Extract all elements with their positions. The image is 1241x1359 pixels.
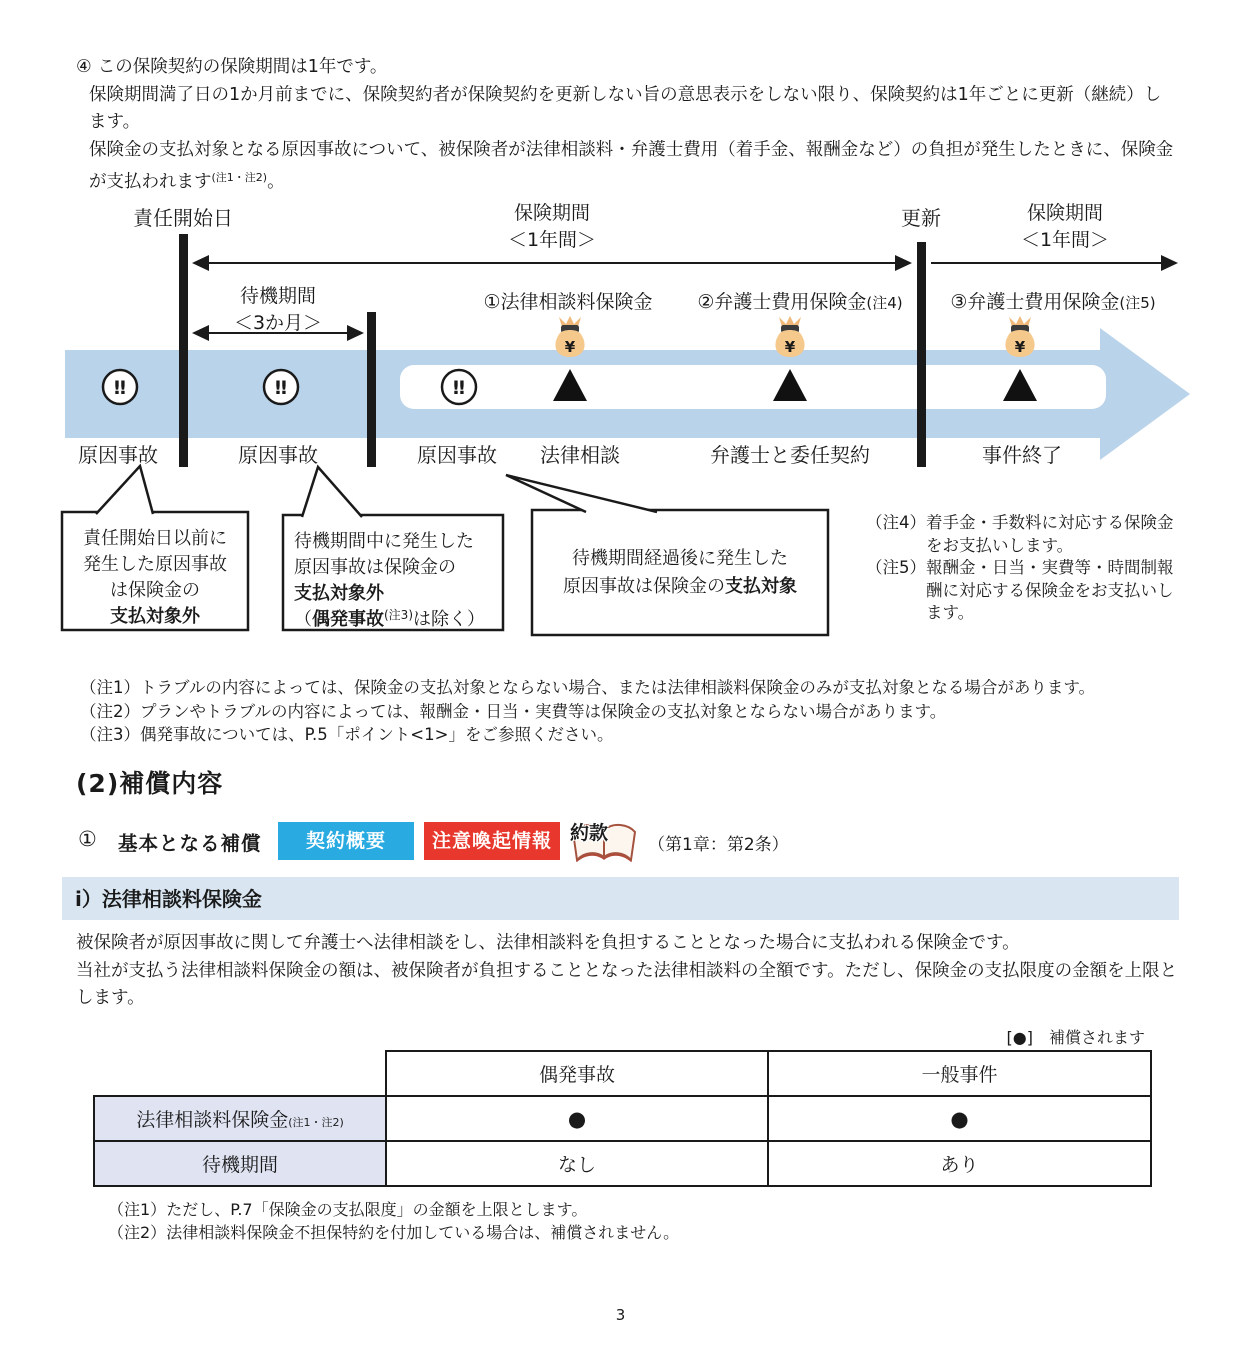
table-footnote-2 <box>108 1221 1108 1244</box>
row-label-note-ref: (注1・注2) <box>288 1116 344 1129</box>
footnote-3-label: （注3） <box>80 725 140 744</box>
callout3-line2-bold: 支払対象 <box>725 576 797 597</box>
callout2-line1: 待機期間中に発生した <box>294 531 474 552</box>
footnote-3 <box>80 723 1200 747</box>
chapter-reference: （第1章：第2条） <box>648 835 789 855</box>
callout-tail-1 <box>96 466 153 514</box>
callout3-line1: 待機期間経過後に発生した <box>572 548 788 569</box>
waiting-end-bar <box>367 312 376 467</box>
diagram-side-notes <box>866 512 1188 625</box>
coverage-item-title: 基本となる補償 <box>118 832 262 855</box>
callout2-line4-close: は除く） <box>413 609 485 630</box>
callout2-note-ref: (注3) <box>384 608 413 622</box>
benefit2-text: ②弁護士費用保険金 <box>697 291 867 313</box>
row-label-waiting-period <box>94 1141 386 1186</box>
renewal-label: 更新 <box>901 206 941 230</box>
start-date-label: 責任開始日 <box>133 206 233 230</box>
callout2-line4-bold: 偶発事故 <box>312 609 384 630</box>
side-note-5-text: 報酬金・日当・実費等・時間制報酬に対応する保険金をお支払いします。 <box>926 558 1174 622</box>
double-exclamation-glyph: ‼ <box>275 377 287 399</box>
side-note-4 <box>866 512 1188 557</box>
cause2-label: 原因事故 <box>238 443 318 467</box>
contract-overview-button[interactable]: 契約概要 <box>278 822 414 860</box>
timeline-covered-track <box>400 365 1106 409</box>
incident-warning-icon-3 <box>442 370 476 404</box>
table-footnotes <box>108 1198 1108 1244</box>
intro-para1: 保険期間満了日の1か月前までに、保険契約者が保険契約を更新しない旨の意思表示をしない限り、保険契約は1年ごとに更新（継続）します。 <box>89 84 1162 132</box>
incident-warning-icon-1 <box>103 370 137 404</box>
cause1-label: 原因事故 <box>78 443 158 467</box>
period1-label: 保険期間 <box>513 202 591 224</box>
benefit3-label <box>950 291 1155 313</box>
callout-tail-2 <box>302 467 362 517</box>
table-legend: [●] 補償されます <box>1006 1028 1145 1047</box>
callout1-line4: 支払対象外 <box>110 606 200 627</box>
money-bag-icon-1 <box>555 316 584 357</box>
consult-label: 法律相談 <box>540 443 620 467</box>
coverage-item-row <box>76 820 1196 864</box>
diagram-footnotes <box>80 676 1200 747</box>
footnote-2-label: （注2） <box>80 701 140 721</box>
intro-line1 <box>76 54 1176 82</box>
benefit2-label <box>697 291 902 313</box>
table-footnote-1-text: ただし、P.7「保険金の支払限度」の金額を上限とします。 <box>166 1200 588 1219</box>
period2-value: ＜1年間＞ <box>1020 229 1110 251</box>
callout3-line2-text: 原因事故は保険金の <box>563 576 725 597</box>
waiting-label: 待機期間 <box>239 285 317 307</box>
benefit-description <box>76 930 1188 1013</box>
start-date-bar <box>179 234 188 467</box>
covered-dot: ● <box>950 1106 969 1131</box>
item-number-1: ① <box>78 827 97 851</box>
double-exclamation-glyph: ‼ <box>453 377 465 399</box>
waiting-value: ＜3か月＞ <box>233 312 323 334</box>
cell-accidental-waiting: なし <box>386 1141 768 1186</box>
intro-line1-text: この保険契約の保険期間は1年です。 <box>97 57 388 77</box>
policy-terms-label: 約款 <box>570 822 609 844</box>
benefit-description-line2: 当社が支払う法律相談料保険金の額は、被保険者が負担することとなった法律相談料の全額です。ただし、保険金の支払限度の金額を上限とします。 <box>76 960 1178 1008</box>
coverage-table <box>93 1050 1152 1187</box>
benefit1-label: ①法律相談料保険金 <box>483 291 653 313</box>
table-row <box>94 1096 1151 1141</box>
callout-tail-3 <box>506 475 657 512</box>
cell-accidental-covered <box>386 1096 768 1141</box>
callout1-line3: は保険金の <box>110 580 200 601</box>
table-header-row <box>94 1051 1151 1096</box>
section-heading-coverage: (2)補償内容 <box>76 769 224 798</box>
benefit3-note-ref: (注5) <box>1119 294 1156 312</box>
intro-para2 <box>76 137 1176 197</box>
money-bag-icon-2 <box>775 316 804 357</box>
yen-symbol: ¥ <box>784 338 796 356</box>
table-header-blank <box>94 1051 386 1096</box>
side-note-4-label: （注4） <box>866 513 926 532</box>
incident-warning-icon-2 <box>264 370 298 404</box>
callout3-line2 <box>563 575 797 597</box>
yen-symbol: ¥ <box>564 338 576 356</box>
table-footnote-1 <box>108 1198 1108 1221</box>
footnote-1-text: トラブルの内容によっては、保険金の支払対象とならない場合、または法律相談料保険金のみが支払対象となる場合があります。 <box>140 678 1096 697</box>
policy-terms-button[interactable] <box>564 816 644 868</box>
table-footnote-2-label: （注2） <box>108 1223 167 1242</box>
item-number-4: ④ <box>76 57 92 77</box>
side-note-5 <box>866 557 1188 625</box>
intro-para2-end: 。 <box>267 172 285 192</box>
period2-label: 保険期間 <box>1026 202 1104 224</box>
double-exclamation-glyph: ‼ <box>114 377 126 399</box>
callout2-line4-open: （ <box>294 609 312 630</box>
cell-general-covered <box>768 1096 1151 1141</box>
intro-block <box>76 54 1176 197</box>
footnote-1 <box>80 676 1200 700</box>
table-header-accidental: 偶発事故 <box>386 1051 768 1096</box>
table-footnote-1-label: （注1） <box>108 1200 167 1219</box>
row-label-text: 待機期間 <box>201 1154 278 1176</box>
renewal-bar <box>917 242 926 467</box>
row-label-text: 法律相談料保険金 <box>136 1109 289 1131</box>
subsection-banner <box>62 877 1179 920</box>
callout-box-3 <box>532 510 828 635</box>
subsection-title: ⅰ）法律相談料保険金 <box>75 887 262 911</box>
footnote-1-label: （注1） <box>80 678 140 697</box>
period1-value: ＜1年間＞ <box>507 229 597 251</box>
cause3-label: 原因事故 <box>417 443 497 467</box>
side-note-4-text: 着手金・手数料に対応する保険金をお支払いします。 <box>926 513 1174 555</box>
yen-symbol: ¥ <box>1014 338 1026 356</box>
row-label-legal-consult-benefit <box>94 1096 386 1141</box>
intro-para2-note-ref: (注1・注2) <box>211 171 268 184</box>
alert-information-button[interactable]: 注意喚起情報 <box>424 822 560 860</box>
callout2-line3: 支払対象外 <box>294 583 384 604</box>
cell-general-waiting: あり <box>768 1141 1151 1186</box>
table-header-general: 一般事件 <box>768 1051 1151 1096</box>
benefit-description-line1: 被保険者が原因事故に関して弁護士へ法律相談をし、法律相談料を負担することとなった場合に支払われる保険金です。 <box>76 933 1020 953</box>
page-number: 3 <box>615 1306 626 1324</box>
table-footnote-2-text: 法律相談料保険金不担保特約を付加している場合は、補償されません。 <box>166 1223 680 1242</box>
callout1-line2: 発生した原因事故 <box>83 554 227 575</box>
footnote-3-text: 偶発事故については、P.5「ポイント<1>」をご参照ください。 <box>140 725 614 744</box>
benefit2-note-ref: (注4) <box>866 294 903 312</box>
footnote-2 <box>80 700 1200 724</box>
covered-dot: ● <box>567 1106 587 1131</box>
side-note-5-label: （注5） <box>866 558 926 577</box>
benefit3-text: ③弁護士費用保険金 <box>950 291 1120 313</box>
table-row <box>94 1141 1151 1186</box>
retain-label: 弁護士と委任契約 <box>710 443 870 467</box>
case-end-label: 事件終了 <box>982 443 1062 467</box>
callout2-line2: 原因事故は保険金の <box>294 557 456 578</box>
callout1-line1: 責任開始日以前に <box>83 528 227 549</box>
intro-para2-text: 保険金の支払対象となる原因事故について、被保険者が法律相談料・弁護士費用（着手金、報酬金など）の負担が発生したときに、保険金が支払われます <box>89 139 1174 192</box>
footnote-2-text: プランやトラブルの内容によっては、報酬金・日当・実費等は保険金の支払対象とならない場合があります。 <box>140 701 947 721</box>
money-bag-icon-3 <box>1005 316 1034 357</box>
